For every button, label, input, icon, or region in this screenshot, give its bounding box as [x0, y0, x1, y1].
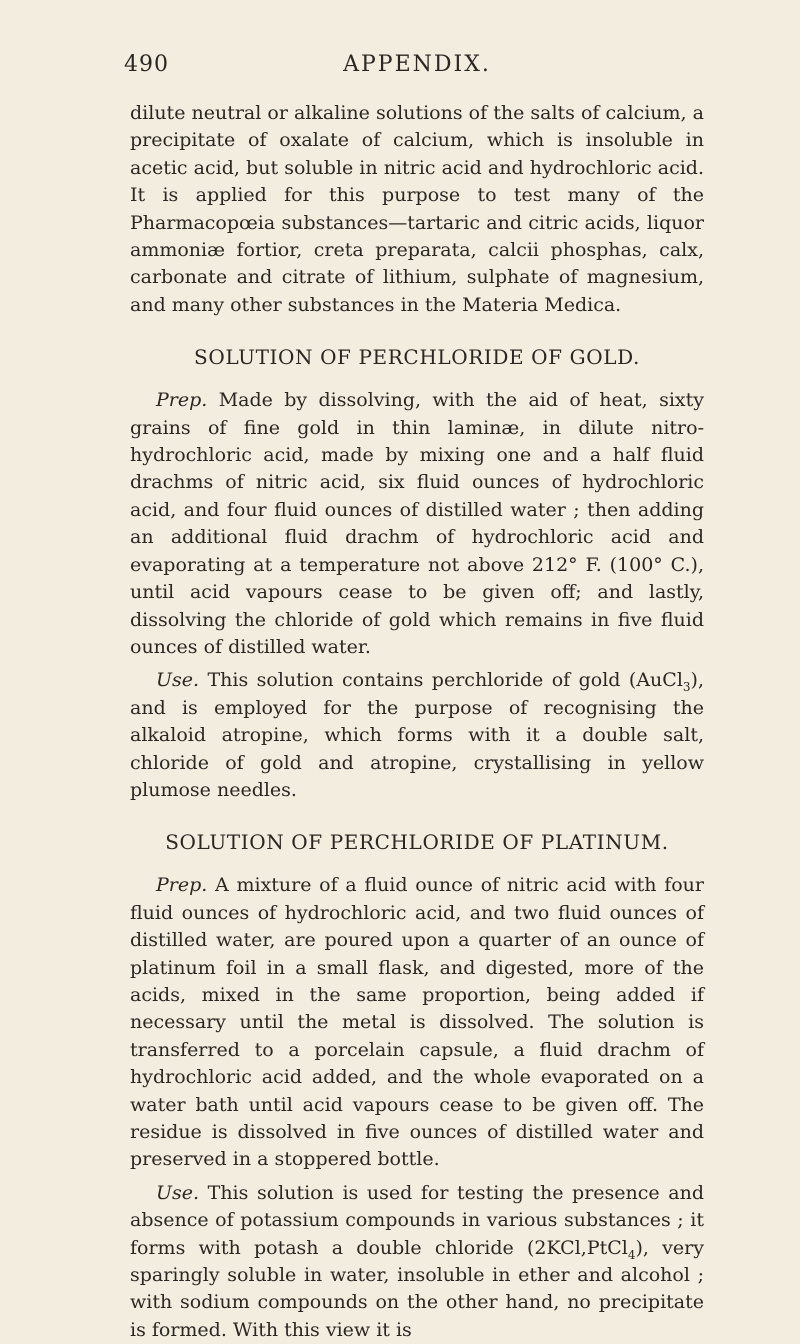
gold-use-text-1: This solution contains perchloride of gold (AuCl — [207, 669, 683, 692]
running-head — [124, 52, 704, 86]
gold-use-label: Use. — [156, 669, 200, 692]
platinum-section-heading: SOLUTION OF PERCHLORIDE OF PLATINUM. — [165, 830, 669, 855]
gold-prep-paragraph — [130, 387, 704, 661]
platinum-prep-text: A mixture of a fluid ounce of nitric acid with four fluid ounces of hydrochloric acid, and two fluid ounces of distilled water, are poured upon a quarter of an ounce of platinum foil in a small flask, and digested, more of the acids, mixed in the same proportion, being added if necessary until the metal is dissolved. The solution is transferred to a porcelain capsule, a fluid drachm of hydrochloric acid added, and the whole evaporated on a water bath until acid vapours cease to be given off. The residue is dissolved in five ounces of distilled water and preserved in a stoppered bottle. — [130, 874, 704, 1171]
gold-formula-subscript: 3 — [682, 680, 691, 695]
intro-paragraph: dilute neutral or alkaline solutions of the salts of calcium, a precipitate of oxalate of calcium, which is insoluble in acetic acid, but soluble in nitric acid and hydrochloric acid. It is applied for this purpose to test many of the Pharmacopœia substances—tartaric and citric acids, liquor ammoniæ fortior, creta preparata, calcii phosphas, calx, carbonate and citrate of lithium, sulphate of magnesium, and many other substances in the Materia Medica. — [130, 102, 704, 316]
gold-section-heading: SOLUTION OF PERCHLORIDE OF GOLD. — [194, 345, 640, 370]
platinum-use-text-1: This solution is used for testing the presence and absence of potassium compounds in various substances ; it forms with potash a double chloride (2KCl,PtCl — [130, 1181, 704, 1259]
gold-prep-label: Prep. — [156, 389, 208, 412]
header-title: APPENDIX. — [343, 52, 491, 77]
platinum-use-label: Use. — [156, 1181, 200, 1204]
platinum-prep-paragraph — [130, 872, 704, 1173]
page-number: 490 — [124, 52, 169, 77]
platinum-prep-label: Prep. — [156, 874, 208, 897]
gold-use-text-2: ), and is employed for the purpose of recognising the alkaloid atropine, which forms with it a double salt, chloride of gold and atropine, crystallising in yellow plumose needles. — [130, 669, 704, 801]
platinum-formula-subscript: 4 — [627, 1247, 636, 1262]
platinum-use-paragraph — [130, 1180, 704, 1344]
platinum-use-text-2: ), very sparingly soluble in water, insoluble in ether and alcohol ; with sodium compounds on the other hand, no precipitate is formed. With this view it is — [130, 1236, 704, 1341]
gold-prep-text: Made by dissolving, with the aid of heat, sixty grains of fine gold in thin laminæ, in dilute nitro-hydrochloric acid, made by mixing one and a half fluid drachms of nitric acid, six fluid ounces of hydrochloric acid, and four fluid ounces of distilled water ; then adding an additional fluid drachm of hydrochloric acid and evaporating at a temperature not above 212° F. (100° C.), until acid vapours cease to be given off; and lastly, dissolving the chloride of gold which remains in five fluid ounces of distilled water. — [130, 389, 704, 658]
gold-use-paragraph — [130, 667, 704, 804]
